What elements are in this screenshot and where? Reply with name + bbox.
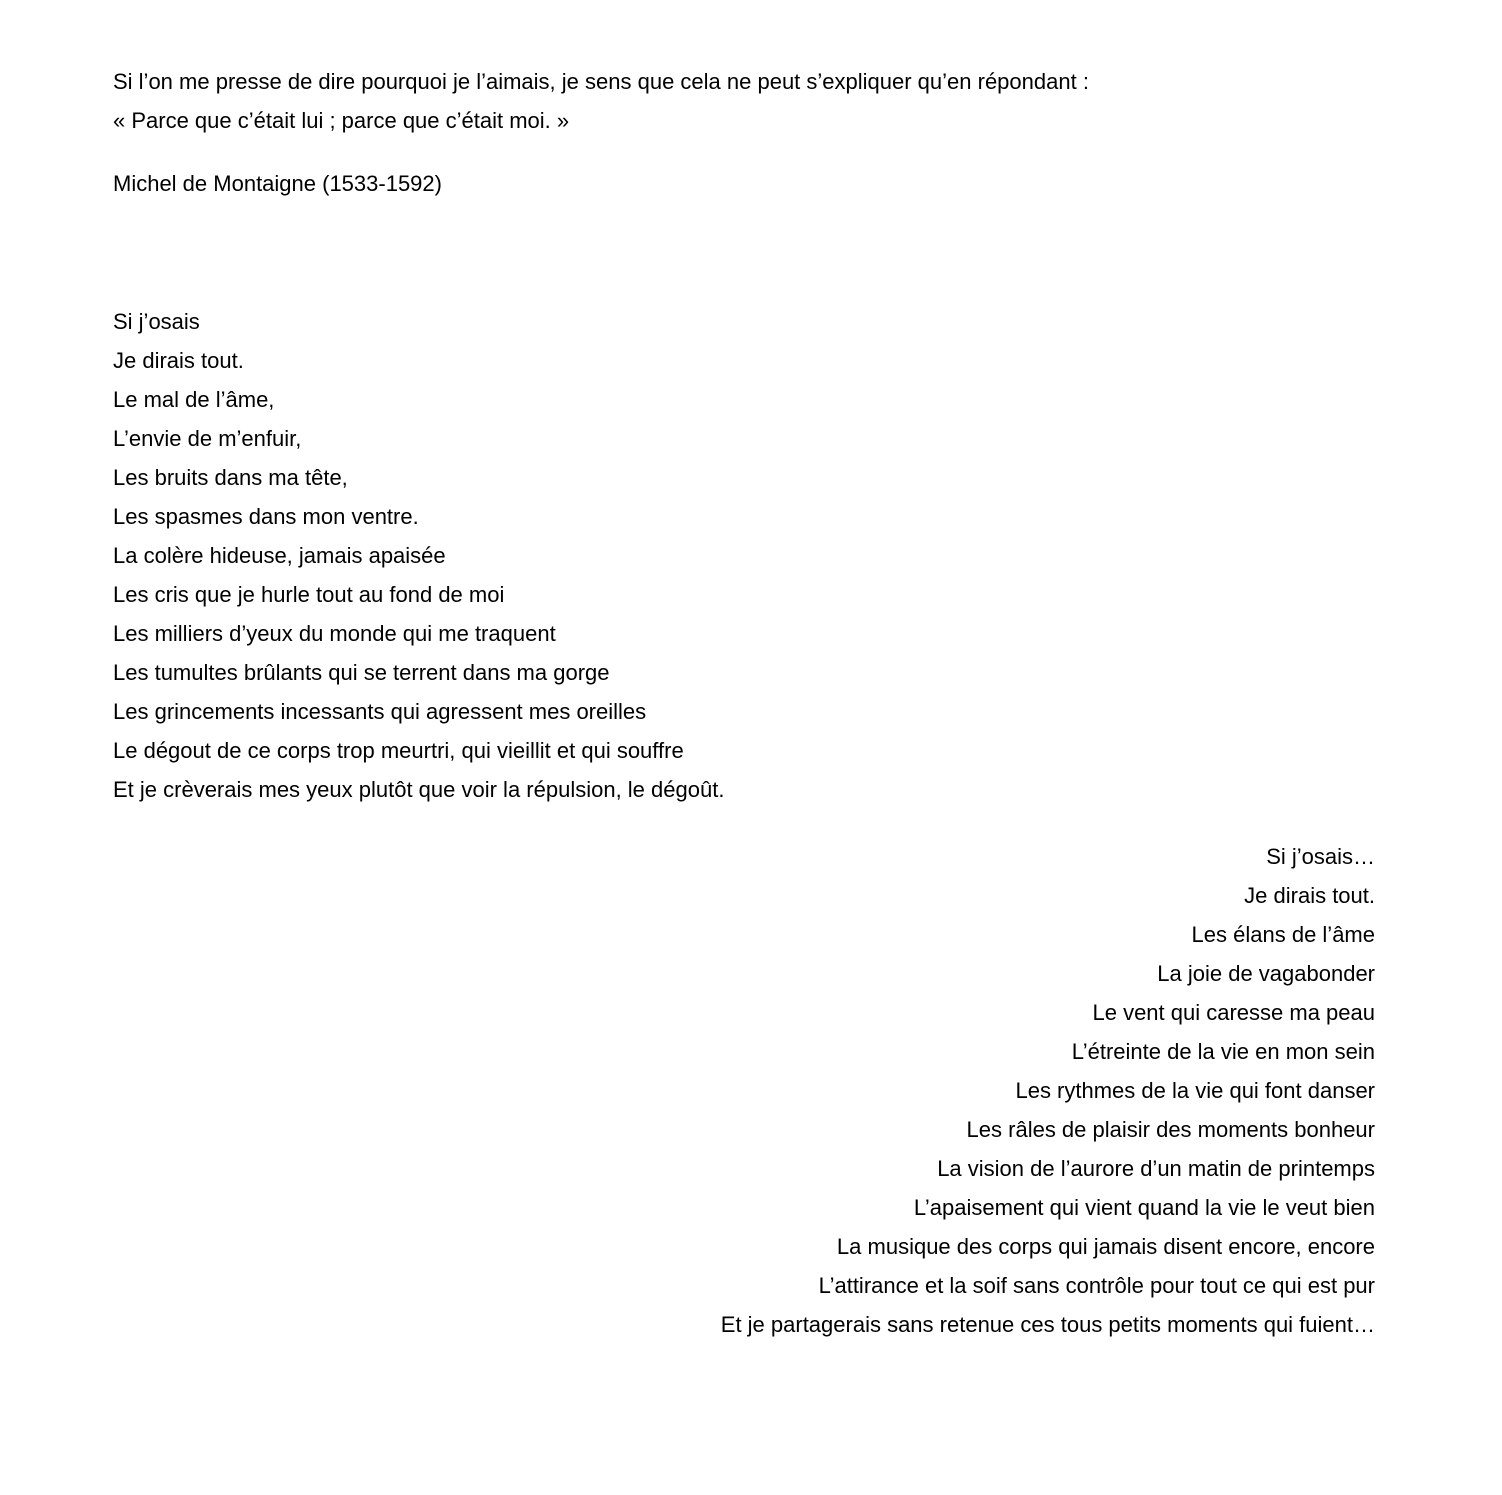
poem-line: L’étreinte de la vie en mon sein <box>1071 1039 1375 1064</box>
poem-right-stanza <box>113 837 1375 1344</box>
poem-line: Les rythmes de la vie qui font danser <box>1015 1078 1375 1103</box>
poem-line: Le dégout de ce corps trop meurtri, qui vieillit et qui souffre <box>113 738 684 763</box>
poem-line: Les tumultes brûlants qui se terrent dans ma gorge <box>113 660 610 685</box>
poem-line: Le mal de l’âme, <box>113 387 275 412</box>
epigraph-line-1: Si l’on me presse de dire pourquoi je l’aimais, je sens que cela ne peut s’expliquer qu’en répondant : <box>113 69 1089 94</box>
poem-line: Je dirais tout. <box>1244 883 1375 908</box>
poem-line: La joie de vagabonder <box>1157 961 1375 986</box>
poem-line: Les râles de plaisir des moments bonheur <box>966 1117 1375 1142</box>
poem-line: Je dirais tout. <box>113 348 244 373</box>
poem-line: Et je partagerais sans retenue ces tous petits moments qui fuient… <box>720 1312 1375 1337</box>
poem-line: Les milliers d’yeux du monde qui me traquent <box>113 621 556 646</box>
poem-line: Si j’osais <box>113 309 200 334</box>
poem-line: Les cris que je hurle tout au fond de moi <box>113 582 505 607</box>
poem-line: L’apaisement qui vient quand la vie le veut bien <box>913 1195 1375 1220</box>
poem-line: Les élans de l’âme <box>1191 922 1375 947</box>
poem-line: La musique des corps qui jamais disent encore, encore <box>836 1234 1375 1259</box>
epigraph <box>113 62 1375 140</box>
poem-left-stanza <box>113 302 1375 809</box>
poem-line: L’attirance et la soif sans contrôle pour tout ce qui est pur <box>818 1273 1375 1298</box>
poem-line: La colère hideuse, jamais apaisée <box>113 543 446 568</box>
poem-line: Les spasmes dans mon ventre. <box>113 504 419 529</box>
poem-line: Si j’osais… <box>1266 844 1375 869</box>
poem-line: Le vent qui caresse ma peau <box>1092 1000 1375 1025</box>
poem-line: Et je crèverais mes yeux plutôt que voir la répulsion, le dégoût. <box>113 777 725 802</box>
poem-line: Les grincements incessants qui agressent mes oreilles <box>113 699 647 724</box>
poem-line: L’envie de m’enfuir, <box>113 426 302 451</box>
poem-line: La vision de l’aurore d’un matin de printemps <box>937 1156 1375 1181</box>
author-line: Michel de Montaigne (1533-1592) <box>113 171 442 196</box>
poem-line: Les bruits dans ma tête, <box>113 465 348 490</box>
epigraph-line-2: « Parce que c’était lui ; parce que c’était moi. » <box>113 108 570 133</box>
